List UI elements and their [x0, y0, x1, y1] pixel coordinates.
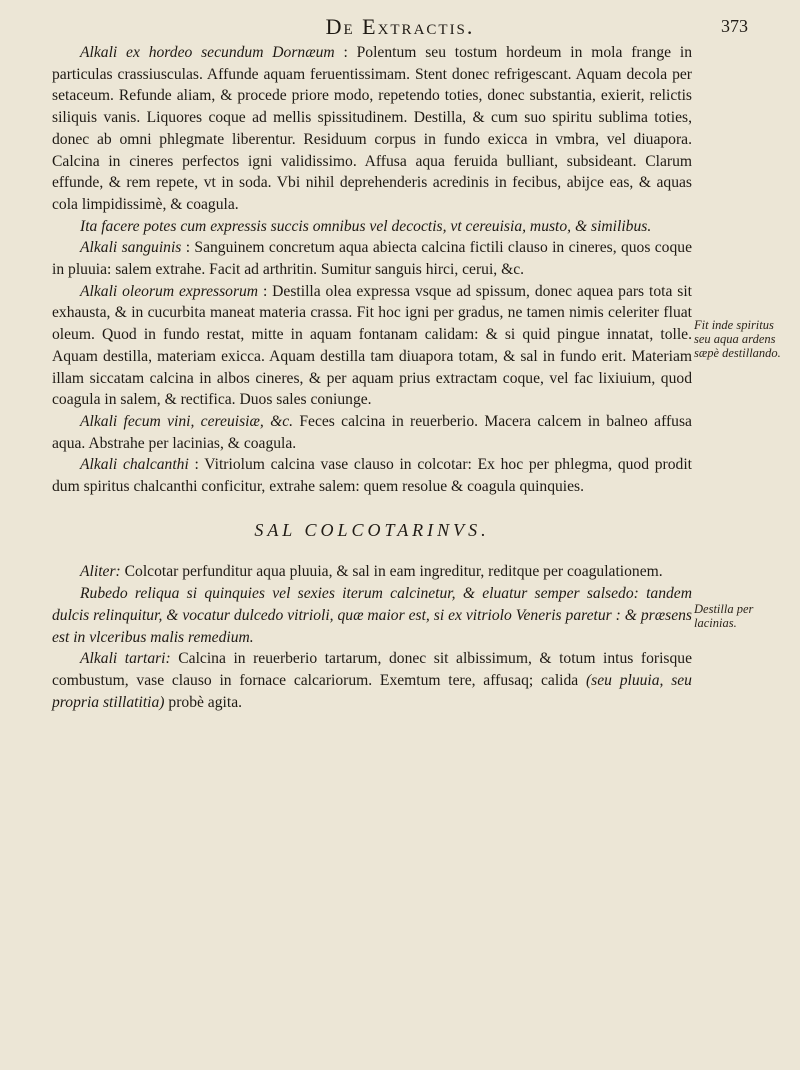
paragraph-alkali-fecum	[52, 411, 692, 454]
entry-lead: Alkali chalcanthi	[80, 456, 189, 474]
paragraph-alkali-chalcanthi	[52, 454, 692, 497]
entry-text: : Destilla olea expressa vsque ad spissum, donec aquea pars tota sit exhausta, & in cucurbita maneat materia crassa. Fit hoc igni per gradus, ne tamen nimis celeriter fluat oleum. Quod in fundo restat, mitte in aquam fontanam calidam: & si quid pingue innatat, tolle. Aquam destilla, materiam exicca. Aquam destilla tam diuapora totam, & sal in fundo erit. Materiam illam siccatam calcina in albos cineres, & per aquam prius extractam coque, vel fac lixiuium, quod coagula in salem, & rectifica. Duos sales coniunge.	[52, 282, 692, 409]
entry-text: : Vitriolum calcina vase clauso in colcotar: Ex hoc per phlegma, quod prodit dum spiritus chalcanthi conficitur, extrahe salem: quem resolue & coagula quinquies.	[52, 456, 692, 496]
page-number: 373	[721, 16, 748, 36]
running-title: De Extractis.	[325, 14, 475, 39]
paragraph-alkali-tartari	[52, 648, 692, 713]
paragraph-alkali-oleorum	[52, 281, 692, 411]
paragraph-note-succis	[52, 216, 692, 238]
entry-lead: Alkali oleorum expressorum	[80, 282, 259, 300]
paragraph-alkali-hordeo	[52, 42, 692, 216]
entry-italic: Rubedo reliqua si quinquies vel sexies iterum calcinetur, & eluatur semper salsedo: tandem dulcis relinquitur, & vocatur dulcedo vitrioli, quæ maior est, si ex vitriolo Veneris paretur : & præsens est in vlceribus malis remedium.	[52, 585, 692, 646]
section-heading: SAL COLCOTARINVS.	[254, 519, 490, 540]
paragraph-rubedo	[52, 583, 692, 648]
entry-text: : Sanguinem concretum aqua abiecta calcina fictili clauso in cineres, quos coque in pluuia: salem extrahe. Facit ad arthritin. Sumitur sanguis hirci, cerui, &c.	[52, 239, 692, 279]
entry-text: : Polentum seu tostum hordeum in mola frange in particulas crassiusculas. Affunde aquam feruentissimam. Stent donec refrigescant. Aquam decola per setaceum. Refunde aliam, & procede priore modo, repetendo toties, donec substantia, exierit, relictis siliquis vanis. Liquores coque ad mellis spissitudinem. Destilla, & cum suo spiritu sublima toties, donec ab omni phlegmate liberentur. Residuum corpus in fundo exicca in vmbra, vel diuapora. Calcina in cineres perfectos igni validissimo. Affusa aqua feruida bulliant, subsideant. Clarum effunde, & rem repete, vt in soda. Vbi nihil deprehenderis acredinis in fecibus, abijce eas, & aquas cola limpidissimè, & coagula.	[52, 44, 692, 213]
entry-text: Colcotar perfunditur aqua pluuia, & sal in eam ingreditur, reditque per coagulationem.	[124, 563, 663, 581]
entry-lead: Alkali fecum vini, cereuisiæ, &c.	[80, 412, 294, 430]
entry-italic-tail: (seu pluuia, seu propria stillatitia)	[52, 671, 692, 711]
entry-italic: Ita facere potes cum expressis succis omnibus vel decoctis, vt cereuisia, musto, & similibus.	[80, 217, 652, 235]
margin-note-destilla: Destilla per lacinias.	[694, 602, 754, 630]
entry-lead: Aliter:	[80, 563, 121, 581]
text-body	[52, 42, 692, 713]
paragraph-alkali-sanguinis	[52, 237, 692, 280]
entry-lead: Alkali sanguinis	[80, 239, 182, 257]
entry-tail: probè agita.	[168, 693, 243, 711]
running-header	[0, 14, 800, 44]
entry-text: Feces calcina in reuerberio. Macera calcem in balneo affusa aqua. Abstrahe per lacinias, & coagula.	[52, 412, 692, 452]
entry-lead: Alkali tartari:	[80, 650, 171, 668]
entry-lead: Alkali ex hordeo secundum Dornæum	[80, 44, 335, 61]
paragraph-aliter	[52, 561, 692, 583]
entry-text: Calcina in reuerberio tartarum, donec sit albissimum, & totum intus forisque combustum, vase clauso in fornace calcariorum. Exemtum tere, affusaq; calida	[52, 650, 692, 689]
margin-note-spiritus: Fit inde spiritus seu aqua ardens sæpè destillando.	[694, 318, 781, 360]
